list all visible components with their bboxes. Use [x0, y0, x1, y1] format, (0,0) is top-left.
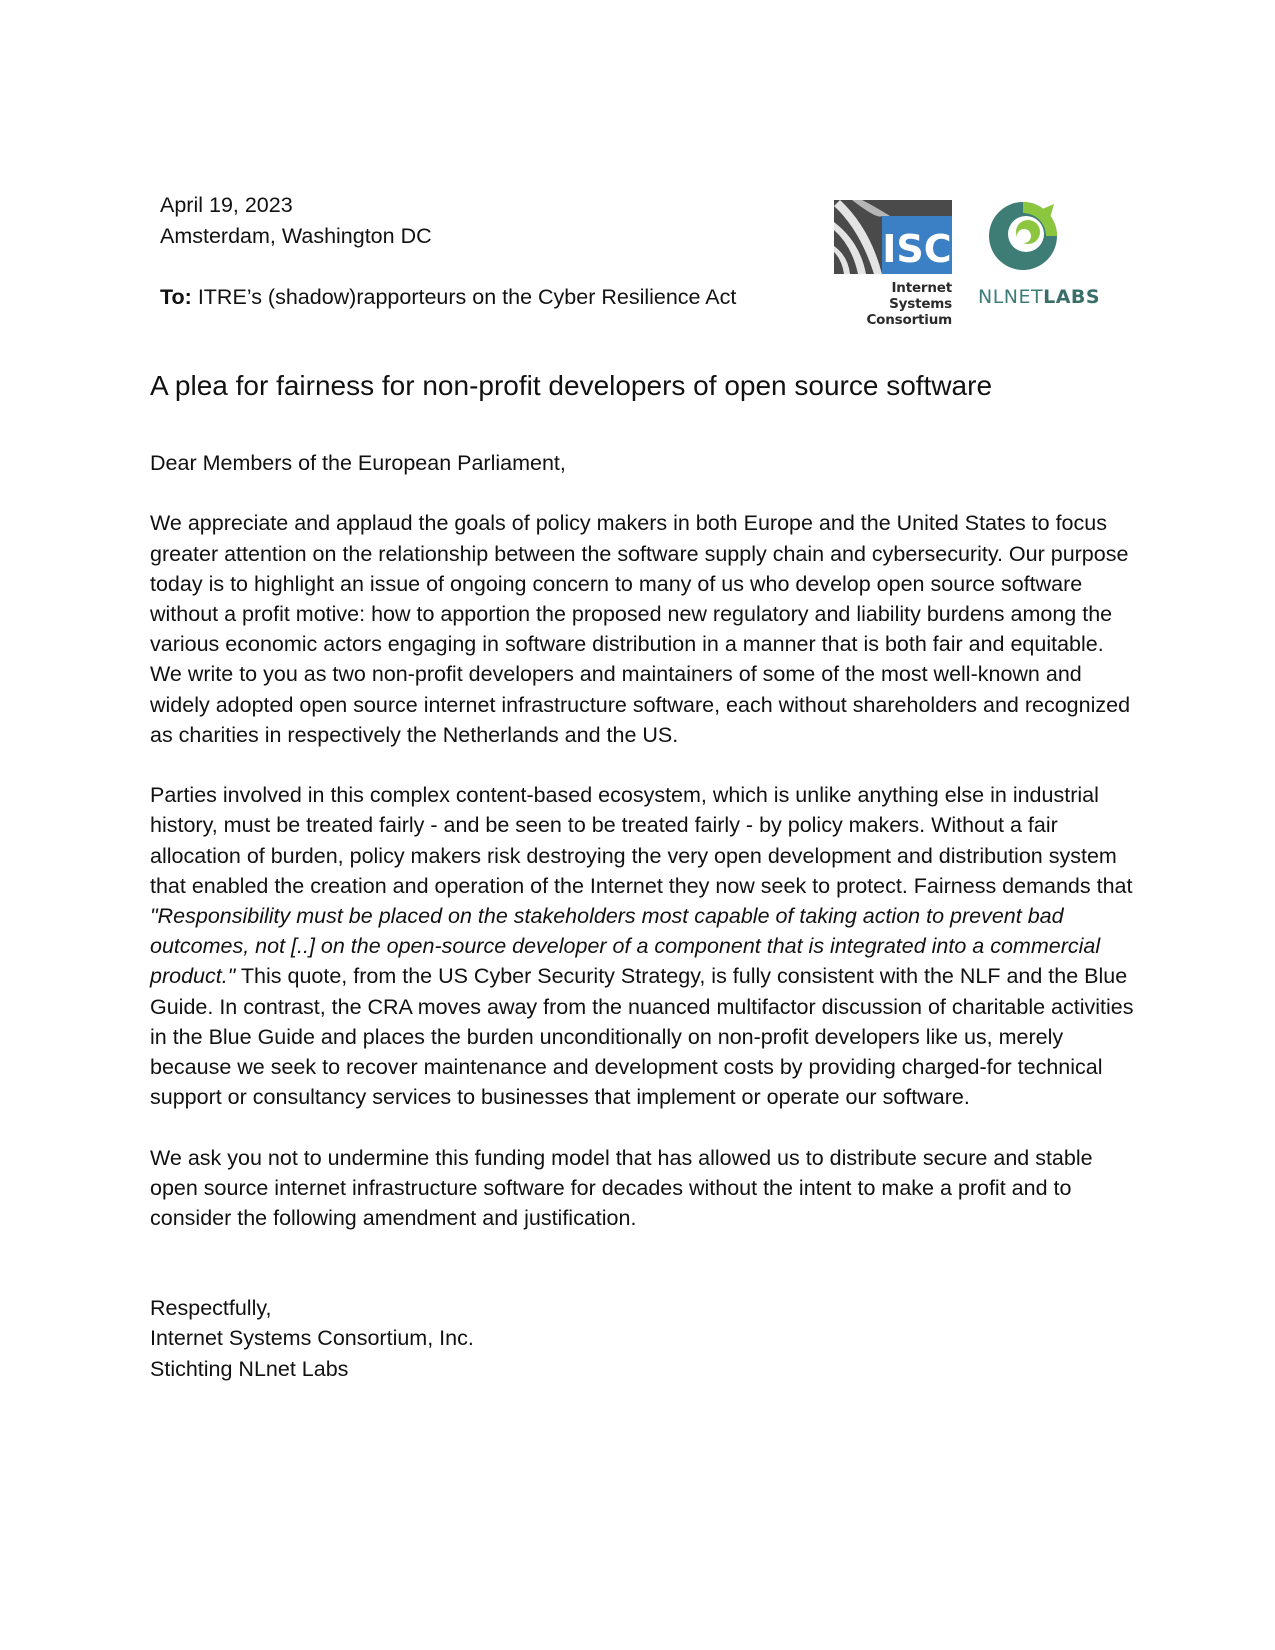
letter-date: April 19, 2023 [160, 193, 293, 217]
paragraph-1: We appreciate and applaud the goals of policy makers in both Europe and the United States to focus greater attention on the relationship between the software supply chain and cybersecurity. Our purpose today is to highlight an issue of ongoing concern to many of us who develop open source software without a profit motive: how to apportion the proposed new regulatory and liability burdens among the various economic actors engaging in software distribution in a manner that is both fair and equitable. We write to you as two non-profit developers and maintainers of some of the most well-known and widely adopted open source internet infrastructure software, each without shareholders and recognized as charities in respectively the Netherlands and the US. [150, 511, 1131, 747]
signature-block [150, 1293, 1135, 1384]
closing: Respectfully, [150, 1296, 272, 1321]
strategy-quote: "Responsibility must be placed on the stakeholders most capable of taking action to prevent bad outcomes, not [..] on the open-source developer of a component that is integrated into a commercial product." [150, 904, 1101, 989]
isc-caption [830, 280, 952, 328]
nlnet-word-bold: LABS [1043, 286, 1101, 308]
paragraph-3: We ask you not to undermine this funding model that has allowed us to distribute secure and stable open source internet infrastructure software for decades without the intent to make a profit and to consider the following amendment and justification. [150, 1145, 1093, 1231]
recipient-label: To: [160, 285, 192, 309]
paragraph-2 [150, 780, 1135, 1112]
paragraph-2-after-quote: This quote, from the US Cyber Security Strategy, is fully consistent with the NLF and the Blue Guide. In contrast, the CRA moves away from the nuanced multifactor discussion of charitable activities in the Blue Guide and places the burden unconditionally on non-profit developers like us, merely because we seek to recover maintenance and development costs by providing charged-for technical support or consultancy services to businesses that implement or operate our software. [150, 964, 1134, 1110]
recipient-line [160, 282, 736, 313]
isc-mark-text: ISC [882, 227, 952, 271]
letter-title: A plea for fairness for non-profit developers of open source software [150, 370, 993, 401]
signatory-nlnet: Stichting NLnet Labs [150, 1356, 349, 1381]
isc-caption-line2: Consortium [866, 312, 952, 328]
letter-body [150, 448, 1135, 1384]
isc-caption-line1: Internet Systems [889, 280, 952, 312]
salutation: Dear Members of the European Parliament, [150, 451, 566, 475]
letter-location: Amsterdam, Washington DC [160, 224, 432, 248]
logo-group [830, 200, 1120, 328]
nlnet-labs-wordmark [978, 286, 1100, 308]
recipient-text: ITRE’s (shadow)rapporteurs on the Cyber Resilience Act [197, 285, 737, 309]
nlnet-word-light: NLNET [978, 286, 1044, 308]
signatory-isc: Internet Systems Consortium, Inc. [150, 1326, 474, 1351]
paragraph-2-before-quote: Parties involved in this complex content-based ecosystem, which is unlike anything else in industrial history, must be treated fairly - and be seen to be treated fairly - by policy makers. Without a fair allocation of burden, policy makers risk destroying the very open development and distribution system that enabled the creation and operation of the Internet they now seek to protect. Fairness demands that [150, 783, 1133, 898]
letter-header [160, 190, 736, 313]
